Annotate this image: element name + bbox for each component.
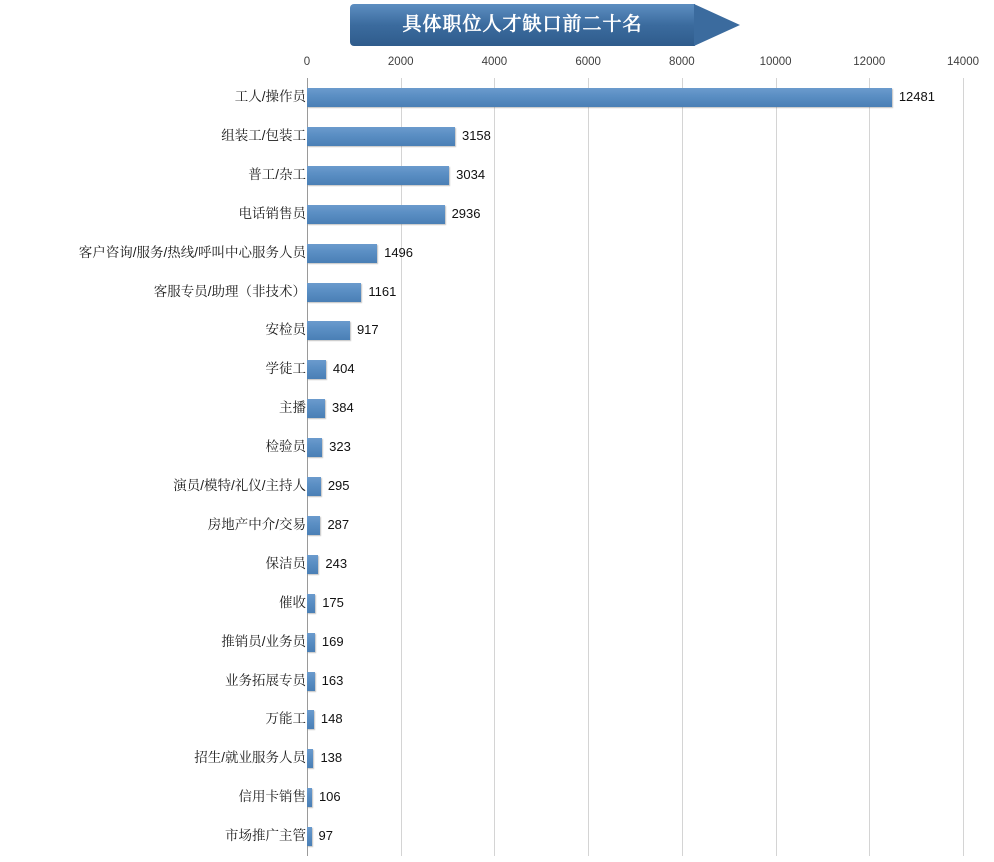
bar-value-label: 243 xyxy=(325,555,348,571)
category-label: 电话销售员 xyxy=(238,205,306,221)
bar-value-label: 138 xyxy=(320,750,343,766)
bar xyxy=(307,399,325,418)
bar-value-label: 384 xyxy=(331,400,354,416)
bar-row xyxy=(0,662,994,701)
bar-value-label: 106 xyxy=(318,789,341,805)
bar xyxy=(307,127,455,146)
bar-value-label: 323 xyxy=(329,439,351,455)
x-axis-tick: 10000 xyxy=(759,56,792,68)
bar-value-label: 295 xyxy=(327,478,350,493)
bar xyxy=(307,749,313,768)
category-label: 市场推广主管 xyxy=(225,828,306,844)
chart-title-banner xyxy=(350,4,740,46)
x-axis-tick: 8000 xyxy=(669,56,695,68)
bar-row xyxy=(0,78,994,117)
bar xyxy=(307,477,321,496)
bar-value-label: 163 xyxy=(321,672,344,688)
bar-value-label: 287 xyxy=(327,516,350,532)
bar-value-label: 169 xyxy=(321,633,344,649)
bar-row xyxy=(0,739,994,778)
bar-row xyxy=(0,117,994,156)
bar-row xyxy=(0,156,994,195)
category-label: 客服专员/助理（非技术） xyxy=(153,283,306,299)
category-label: 保洁员 xyxy=(265,555,306,571)
bar xyxy=(307,516,320,535)
bar xyxy=(307,710,314,729)
bar xyxy=(307,788,312,807)
bar xyxy=(307,438,322,457)
bar-value-label: 2936 xyxy=(451,205,481,221)
bar-value-label: 3034 xyxy=(456,166,486,182)
bar xyxy=(307,672,315,691)
bar xyxy=(307,283,361,302)
bar-value-label: 1161 xyxy=(368,283,397,299)
bar xyxy=(307,205,445,224)
category-label: 催收 xyxy=(279,594,306,610)
bar xyxy=(307,360,326,379)
category-label: 客户咨询/服务/热线/呼叫中心服务人员 xyxy=(78,244,306,260)
bar-value-label: 1496 xyxy=(384,244,414,260)
bar-row xyxy=(0,234,994,273)
x-axis-tick: 4000 xyxy=(481,56,508,68)
category-label: 万能工 xyxy=(265,711,306,727)
bar-value-label: 3158 xyxy=(461,127,491,143)
bar-row xyxy=(0,428,994,467)
bar-value-label: 12481 xyxy=(898,89,935,104)
bar-row xyxy=(0,700,994,739)
bar-row xyxy=(0,350,994,389)
bar-row xyxy=(0,545,994,584)
x-axis-ticks xyxy=(0,56,994,78)
category-label: 工人/操作员 xyxy=(234,89,306,104)
bar xyxy=(307,633,315,652)
category-label: 业务拓展专员 xyxy=(225,672,306,688)
page-title: 具体职位人才缺口前二十名 xyxy=(402,14,643,35)
category-label: 招生/就业服务人员 xyxy=(194,750,306,766)
plot-area xyxy=(0,56,994,856)
bar-value-label: 148 xyxy=(320,711,343,727)
category-label: 安检员 xyxy=(265,322,306,338)
bar-row xyxy=(0,817,994,856)
bar-row xyxy=(0,311,994,350)
bar-value-label: 404 xyxy=(332,361,355,377)
category-label: 演员/模特/礼仪/主持人 xyxy=(173,478,306,493)
category-label: 推销员/业务员 xyxy=(221,633,306,649)
bar-row xyxy=(0,467,994,506)
bar xyxy=(307,827,312,846)
category-label: 房地产中介/交易 xyxy=(207,516,306,532)
bar-row xyxy=(0,195,994,234)
x-axis-tick: 0 xyxy=(303,56,311,68)
bar-row xyxy=(0,506,994,545)
bar-value-label: 97 xyxy=(318,828,333,844)
bar xyxy=(307,244,377,263)
bar-rows xyxy=(0,78,994,856)
bar xyxy=(307,166,449,185)
bar-row xyxy=(0,623,994,662)
bar xyxy=(307,88,892,107)
category-label: 普工/杂工 xyxy=(248,166,306,182)
bar-row xyxy=(0,389,994,428)
bar-value-label: 917 xyxy=(356,322,379,338)
bar-row xyxy=(0,778,994,817)
x-axis-tick: 12000 xyxy=(853,56,886,68)
category-label: 学徒工 xyxy=(265,361,306,377)
category-label: 组装工/包装工 xyxy=(221,127,306,143)
bar xyxy=(307,321,350,340)
category-label: 主播 xyxy=(279,400,306,416)
category-label: 信用卡销售 xyxy=(238,789,306,805)
x-axis-tick: 2000 xyxy=(387,56,414,68)
bar xyxy=(307,594,315,613)
banner-arrow xyxy=(694,4,740,46)
bar-row xyxy=(0,584,994,623)
bar-value-label: 175 xyxy=(322,594,344,610)
bar xyxy=(307,555,318,574)
x-axis-tick: 6000 xyxy=(575,56,601,68)
bar-row xyxy=(0,273,994,312)
x-axis-tick: 14000 xyxy=(947,56,979,68)
category-label: 检验员 xyxy=(265,439,306,455)
